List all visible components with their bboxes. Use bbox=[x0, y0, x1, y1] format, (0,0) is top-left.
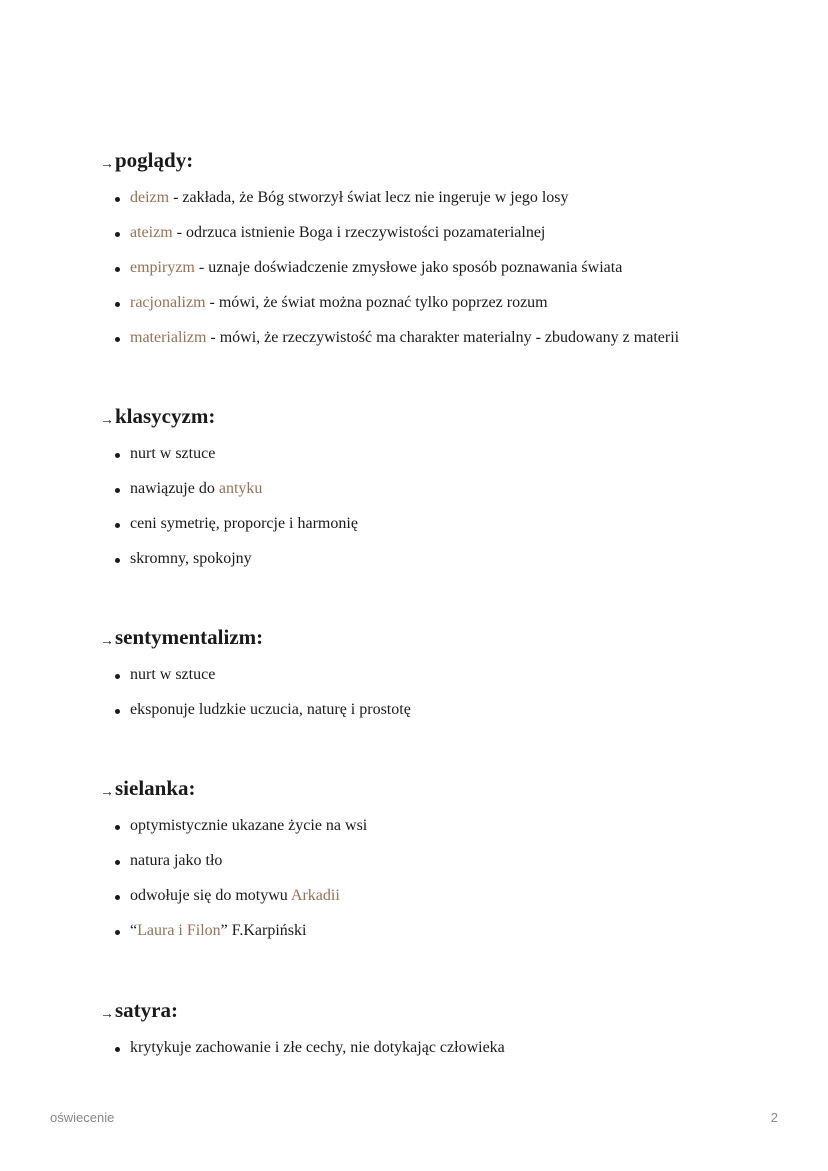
item-text: - zakłada, że Bóg stworzył świat lecz nie ingeruje w jego losy bbox=[169, 189, 569, 206]
list-item bbox=[100, 514, 800, 549]
item-text: natura jako tło bbox=[130, 852, 223, 869]
item-text: nurt w sztuce bbox=[130, 666, 216, 683]
section-sentymentalizm bbox=[100, 625, 800, 735]
item-text: skromny, spokojny bbox=[130, 550, 252, 567]
arrow-icon: → bbox=[100, 634, 114, 649]
bullet-list bbox=[100, 188, 800, 363]
list-item bbox=[100, 1038, 800, 1073]
item-text: ” F.Karpiński bbox=[220, 922, 307, 939]
term-materializm: materializm bbox=[130, 329, 207, 346]
list-item bbox=[100, 328, 800, 363]
list-item bbox=[100, 886, 800, 921]
section-klasycyzm bbox=[100, 404, 800, 584]
arrow-icon: → bbox=[100, 785, 114, 800]
term-antyku: antyku bbox=[218, 480, 263, 497]
term-deizm: deizm bbox=[130, 189, 170, 206]
item-text: - mówi, że rzeczywistość ma charakter materialny - zbudowany z materii bbox=[206, 329, 680, 346]
section-satyra bbox=[100, 998, 800, 1073]
footer-title: oświecenie bbox=[50, 1110, 115, 1125]
list-item bbox=[100, 851, 800, 886]
bullet-list bbox=[100, 816, 800, 956]
section-poglady bbox=[100, 148, 800, 363]
item-text: odwołuje się do motywu bbox=[130, 887, 291, 904]
section-heading bbox=[100, 625, 800, 653]
list-item bbox=[100, 188, 800, 223]
item-text: nawiązuje do bbox=[130, 480, 219, 497]
section-sielanka bbox=[100, 776, 800, 956]
item-text: - odrzuca istnienie Boga i rzeczywistości pozamaterialnej bbox=[172, 224, 546, 241]
item-text: - mówi, że świat można poznać tylko poprzez rozum bbox=[205, 294, 548, 311]
term-ateizm: ateizm bbox=[130, 224, 173, 241]
bullet-list bbox=[100, 665, 800, 735]
list-item bbox=[100, 921, 800, 956]
item-text: nurt w sztuce bbox=[130, 445, 216, 462]
item-text: ceni symetrię, proporcje i harmonię bbox=[130, 515, 358, 532]
list-item bbox=[100, 479, 800, 514]
bullet-list bbox=[100, 1038, 800, 1073]
list-item bbox=[100, 258, 800, 293]
heading-text: satyra: bbox=[115, 998, 178, 1022]
list-item bbox=[100, 223, 800, 258]
item-text: - uznaje doświadczenie zmysłowe jako sposób poznawania świata bbox=[194, 259, 623, 276]
list-item bbox=[100, 293, 800, 328]
term-empiryzm: empiryzm bbox=[130, 259, 195, 276]
section-heading bbox=[100, 148, 800, 176]
section-heading bbox=[100, 776, 800, 804]
list-item bbox=[100, 700, 800, 735]
term-laura-i-filon: Laura i Filon bbox=[137, 922, 221, 939]
term-arkadii: Arkadii bbox=[290, 887, 340, 904]
item-text: “ bbox=[130, 922, 138, 939]
item-text: krytykuje zachowanie i złe cechy, nie dotykając człowieka bbox=[130, 1039, 505, 1056]
item-text: eksponuje ludzkie uczucia, naturę i prostotę bbox=[130, 701, 411, 718]
heading-text: klasycyzm: bbox=[115, 404, 216, 428]
term-racjonalizm: racjonalizm bbox=[130, 294, 206, 311]
item-text: optymistycznie ukazane życie na wsi bbox=[130, 817, 368, 834]
heading-text: sielanka: bbox=[115, 776, 196, 800]
list-item bbox=[100, 665, 800, 700]
arrow-icon: → bbox=[100, 157, 114, 172]
list-item bbox=[100, 816, 800, 851]
list-item bbox=[100, 444, 800, 479]
section-heading bbox=[100, 404, 800, 432]
section-heading bbox=[100, 998, 800, 1026]
arrow-icon: → bbox=[100, 413, 114, 428]
bullet-list bbox=[100, 444, 800, 584]
heading-text: poglądy: bbox=[115, 148, 194, 172]
page-number: 2 bbox=[770, 1110, 778, 1125]
arrow-icon: → bbox=[100, 1007, 114, 1022]
heading-text: sentymentalizm: bbox=[115, 625, 264, 649]
list-item bbox=[100, 549, 800, 584]
